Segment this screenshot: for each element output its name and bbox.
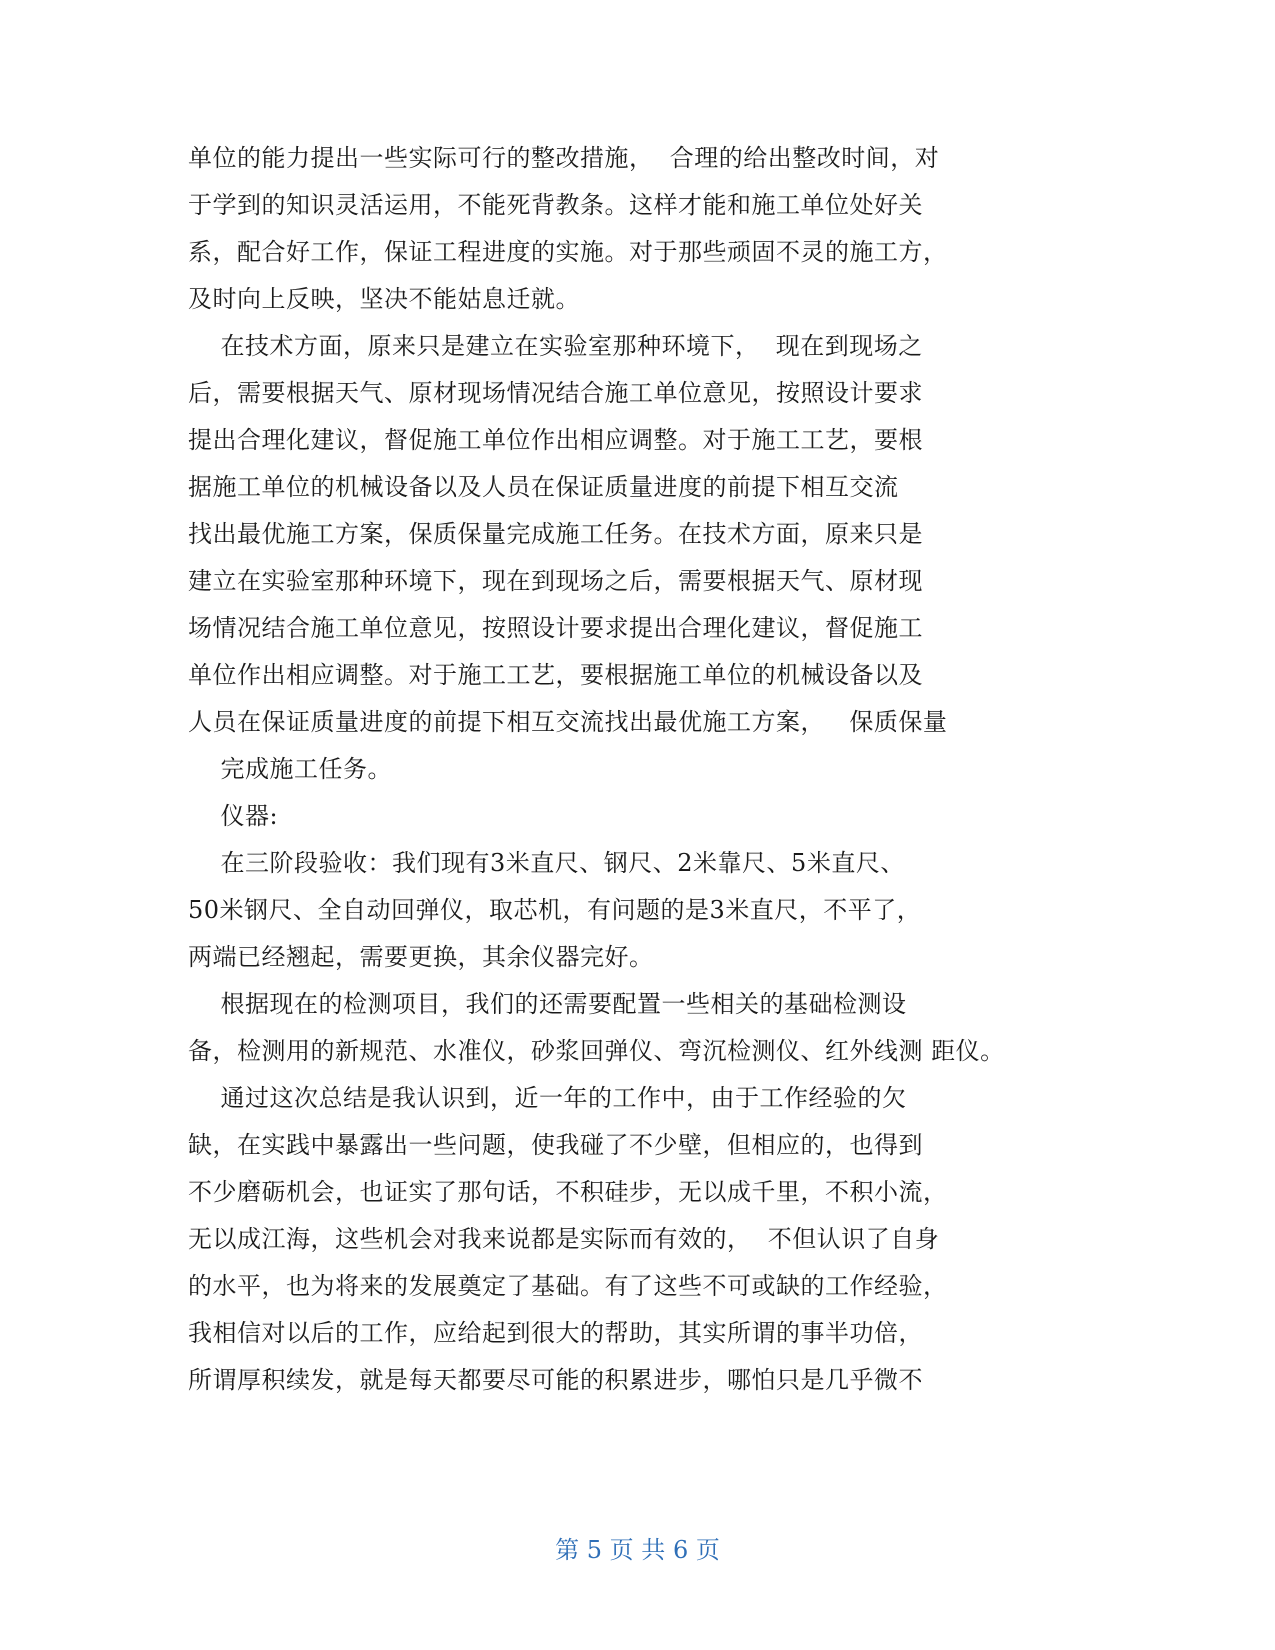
section-heading: 仪器: [188,802,279,830]
body-text-line: 据施工单位的机械设备以及人员在保证质量进度的前提下相互交流 [188,473,899,501]
body-text-line: 我相信对以后的工作，应给起到很大的帮助，其实所谓的事半功倍， [188,1319,923,1347]
body-text-line: 及时向上反映，坚决不能姑息迁就。 [188,285,580,313]
body-text-line: 建立在实验室那种环境下，现在到现场之后，需要根据天气、原材现 [188,567,923,595]
body-text-line: 不少磨砺机会，也证实了那句话，不积硅步，无以成千里，不积小流， [188,1178,948,1206]
body-text-line: 单位的能力提出一些实际可行的整改措施， 合理的给出整改时间，对 [188,144,940,172]
body-text-line: 提出合理化建议，督促施工单位作出相应调整。对于施工工艺，要根 [188,426,923,454]
page-number-footer: 第 5 页 共 6 页 [555,1536,720,1564]
body-text-line: 备，检测用的新规范、水准仪，砂浆回弹仪、弯沉检测仪、红外线测 距仪。 [188,1037,1005,1065]
body-text-line: 50米钢尺、全自动回弹仪，取芯机，有问题的是3米直尺，不平了， [188,896,922,924]
body-text-line: 单位作出相应调整。对于施工工艺，要根据施工单位的机械设备以及 [188,661,923,689]
body-text-line: 在三阶段验收：我们现有3米直尺、钢尺、2米靠尺、5米直尺、 [188,849,905,877]
body-text-line: 在技术方面，原来只是建立在实验室那种环境下， 现在到现场之 [188,332,923,360]
body-text-line: 场情况结合施工单位意见，按照设计要求提出合理化建议，督促施工 [188,614,923,642]
body-text-line: 的水平，也为将来的发展奠定了基础。有了这些不可或缺的工作经验， [188,1272,948,1300]
body-text-line: 人员在保证质量进度的前提下相互交流找出最优施工方案， 保质保量 [188,708,948,736]
body-text-line: 缺，在实践中暴露出一些问题，使我碰了不少壁，但相应的，也得到 [188,1131,923,1159]
body-text-line: 两端已经翘起，需要更换，其余仪器完好。 [188,943,654,971]
body-text-line: 根据现在的检测项目，我们的还需要配置一些相关的基础检测设 [188,990,907,1018]
body-text-line: 通过这次总结是我认识到，近一年的工作中，由于工作经验的欠 [188,1084,907,1112]
body-text-line: 无以成江海，这些机会对我来说都是实际而有效的， 不但认识了自身 [188,1225,940,1253]
body-text-line: 后，需要根据天气、原材现场情况结合施工单位意见，按照设计要求 [188,379,923,407]
body-text-line: 找出最优施工方案，保质保量完成施工任务。在技术方面，原来只是 [188,520,923,548]
body-text-line: 完成施工任务。 [188,755,393,783]
body-text-line: 系，配合好工作，保证工程进度的实施。对于那些顽固不灵的施工方， [188,238,948,266]
body-text-line: 所谓厚积续发，就是每天都要尽可能的积累进步，哪怕只是几乎微不 [188,1366,923,1394]
body-text-line: 于学到的知识灵活运用，不能死背教条。这样才能和施工单位处好关 [188,191,923,219]
